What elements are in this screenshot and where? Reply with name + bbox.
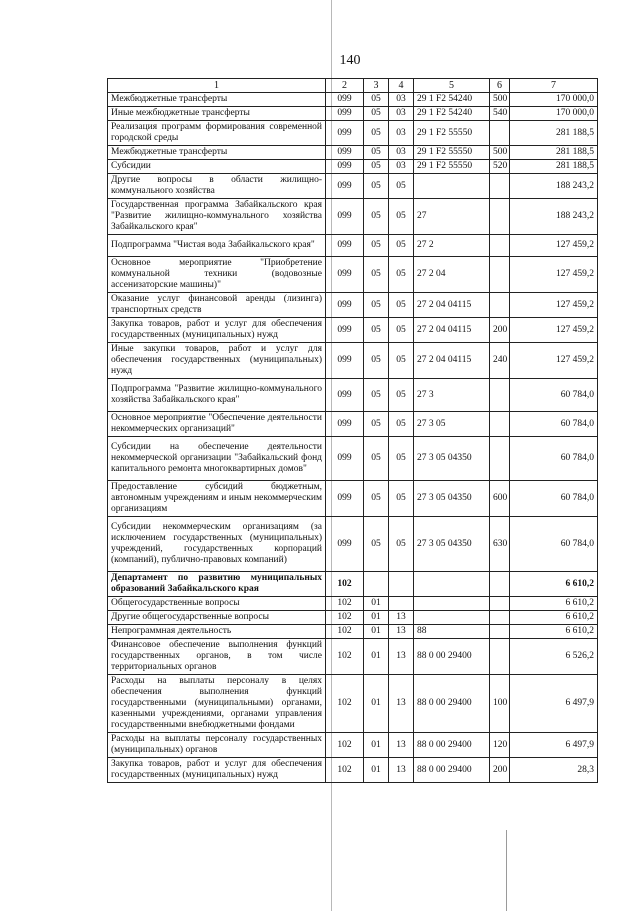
ministry-code-cell: 099 <box>326 93 364 107</box>
section-code-cell: 05 <box>364 235 389 257</box>
subsection-code-cell: 13 <box>389 675 414 733</box>
subsection-code-cell <box>389 597 414 611</box>
ministry-code-cell: 102 <box>326 625 364 639</box>
expense-type-cell: 520 <box>490 160 510 174</box>
row-name-cell: Иные межбюджетные трансферты <box>108 107 326 121</box>
amount-cell: 170 000,0 <box>510 107 598 121</box>
amount-cell: 281 188,5 <box>510 121 598 146</box>
ministry-code-cell: 099 <box>326 343 364 379</box>
expense-type-cell: 200 <box>490 318 510 343</box>
row-name-cell: Субсидии некоммерческим организациям (за исключением государственных (муниципальных) учреждений, государственных корпораций (компаний), публично-правовых компаний) <box>108 517 326 572</box>
table-row <box>108 437 598 481</box>
row-name-cell: Подпрограмма "Развитие жилищно-коммунального хозяйства Забайкальского края" <box>108 379 326 412</box>
table-row <box>108 199 598 235</box>
amount-cell: 6 610,2 <box>510 611 598 625</box>
ministry-code-cell: 099 <box>326 318 364 343</box>
target-article-cell: 27 3 05 04350 <box>414 437 490 481</box>
table-row <box>108 625 598 639</box>
table-row <box>108 146 598 160</box>
row-name-cell: Общегосударственные вопросы <box>108 597 326 611</box>
ministry-code-cell: 099 <box>326 107 364 121</box>
ministry-code-cell: 099 <box>326 412 364 437</box>
ministry-code-cell: 099 <box>326 293 364 318</box>
amount-cell: 6 526,2 <box>510 639 598 675</box>
column-number: 7 <box>510 79 598 93</box>
row-name-cell: Межбюджетные трансферты <box>108 146 326 160</box>
ministry-code-cell: 099 <box>326 235 364 257</box>
section-code-cell: 05 <box>364 121 389 146</box>
expense-type-cell <box>490 257 510 293</box>
budget-table <box>107 78 598 783</box>
target-article-cell: 88 0 00 29400 <box>414 639 490 675</box>
ministry-code-cell: 102 <box>326 572 364 597</box>
row-name-cell: Основное мероприятие "Обеспечение деятельности некоммерческих организаций" <box>108 412 326 437</box>
target-article-cell: 88 0 00 29400 <box>414 675 490 733</box>
expense-type-cell: 630 <box>490 517 510 572</box>
target-article-cell: 29 1 F2 55550 <box>414 160 490 174</box>
target-article-cell: 88 0 00 29400 <box>414 733 490 758</box>
subsection-code-cell: 05 <box>389 174 414 199</box>
row-name-cell: Межбюджетные трансферты <box>108 93 326 107</box>
subsection-code-cell: 05 <box>389 437 414 481</box>
subsection-code-cell: 13 <box>389 758 414 783</box>
scan-fold-line-bottom <box>506 830 507 911</box>
expense-type-cell <box>490 625 510 639</box>
subsection-code-cell: 05 <box>389 379 414 412</box>
section-code-cell: 01 <box>364 758 389 783</box>
target-article-cell: 27 3 05 04350 <box>414 517 490 572</box>
amount-cell: 60 784,0 <box>510 379 598 412</box>
expense-type-cell: 500 <box>490 93 510 107</box>
ministry-code-cell: 102 <box>326 639 364 675</box>
row-name-cell: Департамент по развитию муниципальных образований Забайкальского края <box>108 572 326 597</box>
target-article-cell <box>414 597 490 611</box>
section-code-cell: 05 <box>364 343 389 379</box>
table-row <box>108 572 598 597</box>
expense-type-cell: 120 <box>490 733 510 758</box>
subsection-code-cell: 05 <box>389 199 414 235</box>
target-article-cell: 27 3 05 04350 <box>414 481 490 517</box>
target-article-cell: 27 3 <box>414 379 490 412</box>
section-code-cell: 01 <box>364 611 389 625</box>
row-name-cell: Расходы на выплаты персоналу государственных (муниципальных) органов <box>108 733 326 758</box>
row-name-cell: Закупка товаров, работ и услуг для обеспечения государственных (муниципальных) нужд <box>108 318 326 343</box>
subsection-code-cell: 13 <box>389 733 414 758</box>
expense-type-cell: 500 <box>490 146 510 160</box>
subsection-code-cell: 03 <box>389 146 414 160</box>
target-article-cell: 29 1 F2 55550 <box>414 146 490 160</box>
amount-cell: 127 459,2 <box>510 343 598 379</box>
ministry-code-cell: 099 <box>326 160 364 174</box>
row-name-cell: Подпрограмма "Чистая вода Забайкальского края" <box>108 235 326 257</box>
target-article-cell: 27 2 04 04115 <box>414 293 490 318</box>
amount-cell: 281 188,5 <box>510 146 598 160</box>
subsection-code-cell: 05 <box>389 235 414 257</box>
ministry-code-cell: 102 <box>326 758 364 783</box>
amount-cell: 60 784,0 <box>510 517 598 572</box>
row-name-cell: Реализация программ формирования современной городской среды <box>108 121 326 146</box>
target-article-cell: 27 2 04 04115 <box>414 318 490 343</box>
amount-cell: 6 497,9 <box>510 675 598 733</box>
table-row <box>108 639 598 675</box>
amount-cell: 188 243,2 <box>510 199 598 235</box>
expense-type-cell <box>490 639 510 675</box>
section-code-cell: 01 <box>364 733 389 758</box>
table-row <box>108 93 598 107</box>
expense-type-cell <box>490 597 510 611</box>
row-name-cell: Иные закупки товаров, работ и услуг для обеспечения государственных (муниципальных) нужд <box>108 343 326 379</box>
section-code-cell: 05 <box>364 379 389 412</box>
column-number: 3 <box>364 79 389 93</box>
column-number-row <box>108 79 598 93</box>
row-name-cell: Другие вопросы в области жилищно-коммунального хозяйства <box>108 174 326 199</box>
expense-type-cell <box>490 174 510 199</box>
table-row <box>108 107 598 121</box>
section-code-cell: 05 <box>364 517 389 572</box>
ministry-code-cell: 099 <box>326 146 364 160</box>
table-row <box>108 481 598 517</box>
expense-type-cell <box>490 379 510 412</box>
target-article-cell <box>414 572 490 597</box>
section-code-cell: 05 <box>364 293 389 318</box>
amount-cell: 281 188,5 <box>510 160 598 174</box>
expense-type-cell <box>490 293 510 318</box>
ministry-code-cell: 099 <box>326 517 364 572</box>
row-name-cell: Субсидии <box>108 160 326 174</box>
amount-cell: 28,3 <box>510 758 598 783</box>
subsection-code-cell: 05 <box>389 481 414 517</box>
table-row <box>108 675 598 733</box>
subsection-code-cell: 03 <box>389 160 414 174</box>
ministry-code-cell: 099 <box>326 437 364 481</box>
amount-cell: 60 784,0 <box>510 412 598 437</box>
amount-cell: 60 784,0 <box>510 437 598 481</box>
target-article-cell: 88 <box>414 625 490 639</box>
row-name-cell: Предоставление субсидий бюджетным, автономным учреждениям и иным некоммерческим организациям <box>108 481 326 517</box>
section-code-cell: 05 <box>364 481 389 517</box>
section-code-cell: 05 <box>364 437 389 481</box>
expense-type-cell: 100 <box>490 675 510 733</box>
target-article-cell: 27 2 04 <box>414 257 490 293</box>
subsection-code-cell: 13 <box>389 639 414 675</box>
subsection-code-cell: 05 <box>389 517 414 572</box>
section-code-cell: 01 <box>364 597 389 611</box>
column-number: 2 <box>326 79 364 93</box>
amount-cell: 127 459,2 <box>510 235 598 257</box>
table-row <box>108 235 598 257</box>
table-row <box>108 160 598 174</box>
ministry-code-cell: 099 <box>326 379 364 412</box>
subsection-code-cell: 05 <box>389 412 414 437</box>
section-code-cell: 05 <box>364 93 389 107</box>
expense-type-cell <box>490 437 510 481</box>
table-row <box>108 121 598 146</box>
row-name-cell: Непрограммная деятельность <box>108 625 326 639</box>
target-article-cell <box>414 611 490 625</box>
amount-cell: 127 459,2 <box>510 257 598 293</box>
amount-cell: 6 610,2 <box>510 572 598 597</box>
section-code-cell: 01 <box>364 675 389 733</box>
expense-type-cell: 240 <box>490 343 510 379</box>
table-row <box>108 293 598 318</box>
table-row <box>108 343 598 379</box>
expense-type-cell <box>490 235 510 257</box>
row-name-cell: Другие общегосударственные вопросы <box>108 611 326 625</box>
target-article-cell: 27 2 <box>414 235 490 257</box>
row-name-cell: Субсидии на обеспечение деятельности некоммерческой организации "Забайкальский фонд капитального ремонта многоквартирных домов" <box>108 437 326 481</box>
subsection-code-cell: 05 <box>389 318 414 343</box>
column-number: 1 <box>108 79 326 93</box>
table-row <box>108 318 598 343</box>
section-code-cell <box>364 572 389 597</box>
table-row <box>108 758 598 783</box>
expense-type-cell <box>490 121 510 146</box>
row-name-cell: Финансовое обеспечение выполнения функций государственных органов, в том числе территориальных органов <box>108 639 326 675</box>
row-name-cell: Расходы на выплаты персоналу в целях обеспечения выполнения функций государственными (муниципальными) органами, казенными учреждениями, органами управления государственными внебюджетными фондами <box>108 675 326 733</box>
expense-type-cell: 200 <box>490 758 510 783</box>
section-code-cell: 05 <box>364 412 389 437</box>
ministry-code-cell: 102 <box>326 733 364 758</box>
row-name-cell: Государственная программа Забайкальского края "Развитие жилищно-коммунального хозяйства Забайкальского края" <box>108 199 326 235</box>
amount-cell: 6 610,2 <box>510 597 598 611</box>
column-number: 6 <box>490 79 510 93</box>
ministry-code-cell: 102 <box>326 597 364 611</box>
column-number: 4 <box>389 79 414 93</box>
expense-type-cell: 600 <box>490 481 510 517</box>
target-article-cell <box>414 174 490 199</box>
subsection-code-cell: 05 <box>389 343 414 379</box>
subsection-code-cell: 13 <box>389 611 414 625</box>
section-code-cell: 05 <box>364 318 389 343</box>
table-row <box>108 379 598 412</box>
subsection-code-cell: 03 <box>389 107 414 121</box>
section-code-cell: 05 <box>364 257 389 293</box>
ministry-code-cell: 102 <box>326 675 364 733</box>
table-row <box>108 611 598 625</box>
subsection-code-cell: 13 <box>389 625 414 639</box>
amount-cell: 127 459,2 <box>510 318 598 343</box>
expense-type-cell <box>490 412 510 437</box>
table-row <box>108 597 598 611</box>
target-article-cell: 29 1 F2 55550 <box>414 121 490 146</box>
expense-type-cell <box>490 199 510 235</box>
amount-cell: 170 000,0 <box>510 93 598 107</box>
ministry-code-cell: 102 <box>326 611 364 625</box>
amount-cell: 188 243,2 <box>510 174 598 199</box>
target-article-cell: 29 1 F2 54240 <box>414 93 490 107</box>
subsection-code-cell: 03 <box>389 121 414 146</box>
section-code-cell: 05 <box>364 107 389 121</box>
expense-type-cell <box>490 611 510 625</box>
row-name-cell: Основное мероприятие "Приобретение коммунальной техники (водовозные ассенизаторские машины)" <box>108 257 326 293</box>
amount-cell: 60 784,0 <box>510 481 598 517</box>
row-name-cell: Оказание услуг финансовой аренды (лизинга) транспортных средств <box>108 293 326 318</box>
ministry-code-cell: 099 <box>326 481 364 517</box>
target-article-cell: 29 1 F2 54240 <box>414 107 490 121</box>
amount-cell: 6 610,2 <box>510 625 598 639</box>
ministry-code-cell: 099 <box>326 257 364 293</box>
target-article-cell: 27 <box>414 199 490 235</box>
ministry-code-cell: 099 <box>326 199 364 235</box>
target-article-cell: 27 3 05 <box>414 412 490 437</box>
section-code-cell: 05 <box>364 199 389 235</box>
table-row <box>108 174 598 199</box>
section-code-cell: 01 <box>364 639 389 675</box>
target-article-cell: 27 2 04 04115 <box>414 343 490 379</box>
subsection-code-cell: 03 <box>389 93 414 107</box>
budget-table-body <box>108 79 598 783</box>
expense-type-cell: 540 <box>490 107 510 121</box>
page-number: 140 <box>339 53 361 68</box>
subsection-code-cell: 05 <box>389 257 414 293</box>
subsection-code-cell <box>389 572 414 597</box>
table-row <box>108 733 598 758</box>
section-code-cell: 05 <box>364 160 389 174</box>
table-row <box>108 517 598 572</box>
table-row <box>108 412 598 437</box>
section-code-cell: 05 <box>364 146 389 160</box>
subsection-code-cell: 05 <box>389 293 414 318</box>
ministry-code-cell: 099 <box>326 174 364 199</box>
table-row <box>108 257 598 293</box>
target-article-cell: 88 0 00 29400 <box>414 758 490 783</box>
expense-type-cell <box>490 572 510 597</box>
row-name-cell: Закупка товаров, работ и услуг для обеспечения государственных (муниципальных) нужд <box>108 758 326 783</box>
section-code-cell: 01 <box>364 625 389 639</box>
amount-cell: 127 459,2 <box>510 293 598 318</box>
section-code-cell: 05 <box>364 174 389 199</box>
amount-cell: 6 497,9 <box>510 733 598 758</box>
ministry-code-cell: 099 <box>326 121 364 146</box>
column-number: 5 <box>414 79 490 93</box>
